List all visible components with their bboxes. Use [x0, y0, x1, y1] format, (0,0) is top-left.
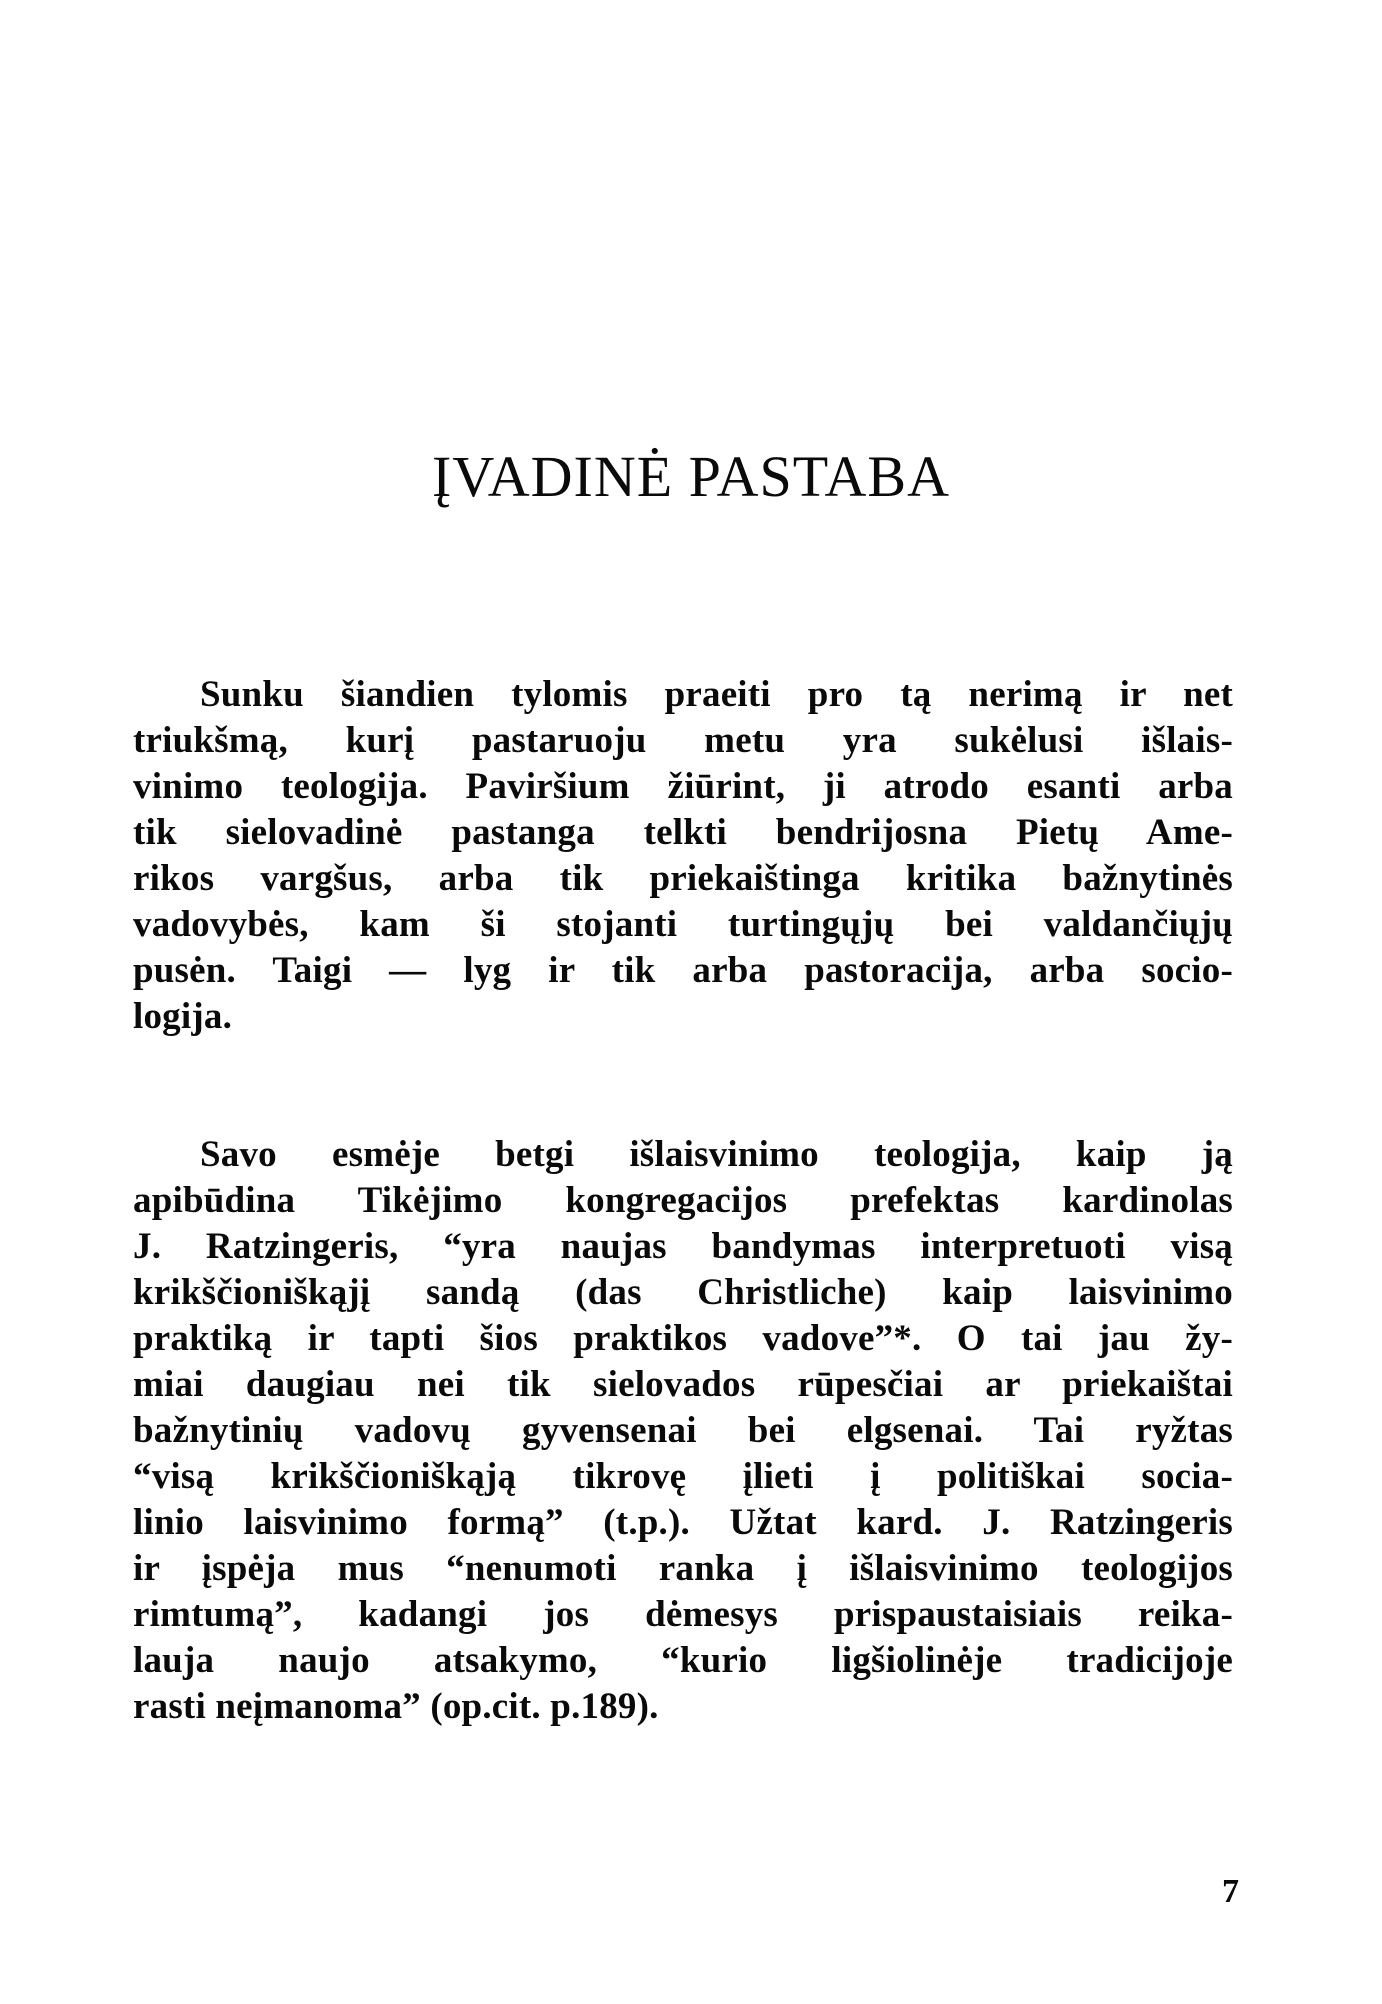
paragraph-1	[133, 672, 1233, 1040]
chapter-heading: ĮVADINĖ PASTABA	[432, 444, 950, 509]
text-line: logija.	[133, 996, 233, 1037]
text-line: triukšmą, kurį pastaruoju metu yra sukėlusi išlais-	[133, 720, 1233, 761]
text-line: Savo esmėje betgi išlaisvinimo teologija, kaip ją	[200, 1134, 1233, 1175]
text-line: Sunku šiandien tylomis praeiti pro tą nerimą ir net	[200, 674, 1233, 715]
text-line: miai daugiau nei tik sielovados rūpesčiai ar priekaištai	[133, 1364, 1233, 1405]
text-line: linio laisvinimo formą” (t.p.). Užtat kard. J. Ratzingeris	[133, 1502, 1233, 1543]
text-line: pusėn. Taigi — lyg ir tik arba pastoracija, arba socio-	[133, 950, 1233, 991]
paragraph-2	[133, 1132, 1233, 1730]
text-line: rasti neįmanoma” (op.cit. p.189).	[133, 1686, 659, 1727]
text-line: praktiką ir tapti šios praktikos vadove”*. O tai jau žy-	[133, 1318, 1233, 1359]
text-line: lauja naujo atsakymo, “kurio ligšiolinėje tradicijoje	[133, 1640, 1233, 1681]
text-line: rikos vargšus, arba tik priekaištinga kritika bažnytinės	[133, 858, 1233, 899]
text-line: bažnytinių vadovų gyvensenai bei elgsenai. Tai ryžtas	[133, 1410, 1233, 1451]
text-line: J. Ratzingeris, “yra naujas bandymas interpretuoti visą	[133, 1226, 1233, 1267]
text-line: vadovybės, kam ši stojanti turtingųjų bei valdančiųjų	[133, 904, 1233, 945]
page-number: 7	[1222, 1873, 1239, 1910]
text-line: ir įspėja mus “nenumoti ranka į išlaisvinimo teologijos	[133, 1548, 1233, 1589]
text-line: apibūdina Tikėjimo kongregacijos prefektas kardinolas	[133, 1180, 1233, 1221]
text-line: krikščioniškąjį sandą (das Christliche) kaip laisvinimo	[133, 1272, 1233, 1313]
text-line: tik sielovadinė pastanga telkti bendrijosna Pietų Ame-	[133, 812, 1233, 853]
text-line: vinimo teologija. Paviršium žiūrint, ji atrodo esanti arba	[133, 766, 1233, 807]
text-line: “visą krikščioniškąją tikrovę įlieti į politiškai socia-	[133, 1456, 1233, 1497]
text-line: rimtumą”, kadangi jos dėmesys prispaustaisiais reika-	[133, 1594, 1233, 1635]
